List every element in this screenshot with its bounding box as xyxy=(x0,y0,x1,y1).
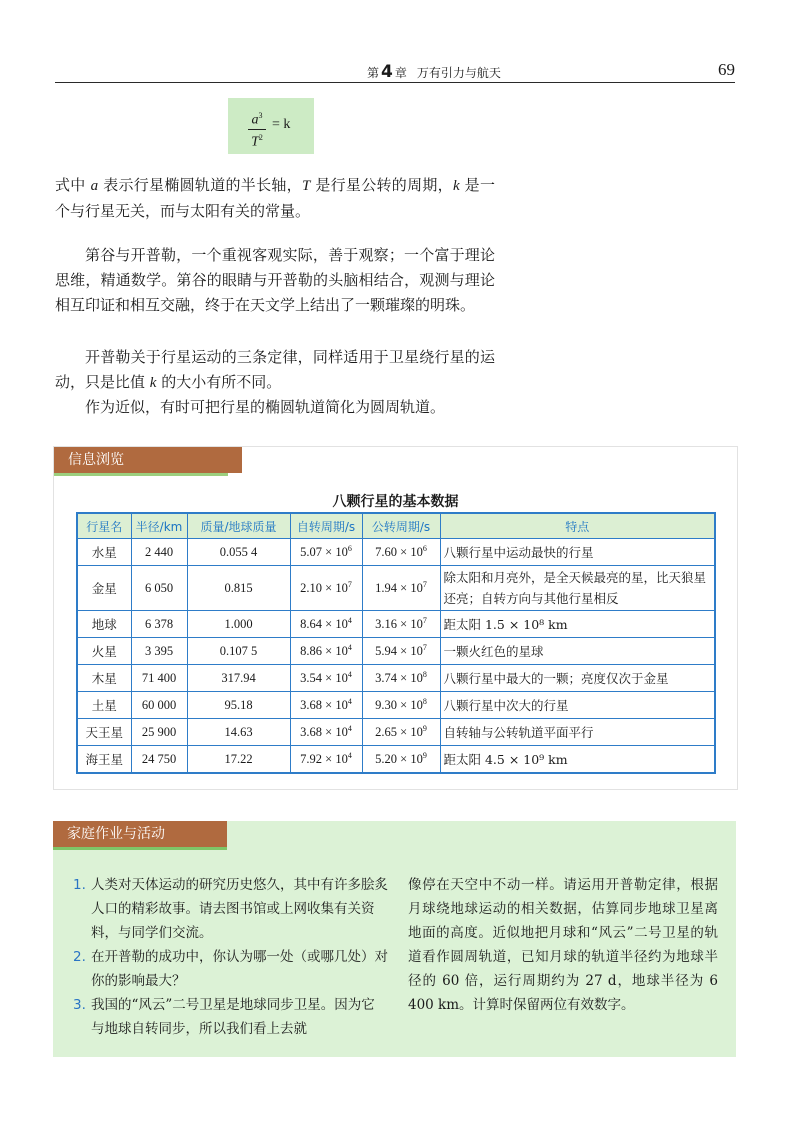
item-text: 在开普勒的成功中，你认为哪一处（或哪几处）对你的影响最大？ xyxy=(91,949,388,989)
planet-feature: 自转轴与公转轨道平面平行 xyxy=(440,719,715,746)
planet-mass: 17.22 xyxy=(187,746,290,774)
table-header-row xyxy=(77,513,715,539)
tab-underline xyxy=(54,473,228,476)
formula-rhs: = k xyxy=(272,117,291,132)
info-browse-tab: 信息浏览 xyxy=(54,447,242,473)
table-row xyxy=(77,746,715,774)
planet-name: 金星 xyxy=(77,566,131,611)
item-text: 我国的“风云”二号卫星是地球同步卫星。因为它与地球自转同步，所以我们看上去就 xyxy=(91,997,375,1037)
planet-name: 水星 xyxy=(77,539,131,566)
planet-feature: 八颗行星中次大的行星 xyxy=(440,692,715,719)
table-title: 八颗行星的基本数据 xyxy=(332,494,459,510)
table-row xyxy=(77,539,715,566)
item-number: 3. xyxy=(73,997,86,1013)
revolution-period: $3.74 \times 10^8$ xyxy=(362,665,440,692)
chapter-heading xyxy=(367,62,501,82)
planet-mass: 0.107 5 xyxy=(187,638,290,665)
planet-feature: 距太阳 1.5 × 10⁸ km xyxy=(440,611,715,638)
revolution-period: $2.65 \times 10^9$ xyxy=(362,719,440,746)
homework-item xyxy=(73,945,388,993)
planet-radius: 2 440 xyxy=(131,539,187,566)
revolution-period: $1.94 \times 10^7$ xyxy=(362,566,440,611)
planet-feature: 除太阳和月亮外，是全天候最亮的星，比天狼星还亮；自转方向与其他行星相反 xyxy=(440,566,715,611)
item-number: 1. xyxy=(73,877,86,893)
paragraph-kepler-laws: 开普勒关于行星运动的三条定律，同样适用于卫星绕行星的运动，只是比值 k 的大小有所不同。 xyxy=(55,348,495,391)
column-header: 半径/km xyxy=(131,513,187,539)
planet-name: 地球 xyxy=(77,611,131,638)
homework-item-continuation: 像停在天空中不动一样。请运用开普勒定律，根据月球绕地球运动的相关数据，估算同步地球卫星离地面的高度。近似地把月球和“风云”二号卫星的轨道看作圆周轨道，已知月球的轨道半径约为地球半径的 60 倍，运行周期约为 27 d，地球半径为 6 400 km。计算时保留两位有效数字。 xyxy=(408,877,718,1013)
rotation-period: $3.68 \times 10^4$ xyxy=(290,719,362,746)
revolution-period: $3.16 \times 10^7$ xyxy=(362,611,440,638)
item-text: 人类对天体运动的研究历史悠久，其中有许多脍炙人口的精彩故事。请去图书馆或上网收集有关资料，与同学们交流。 xyxy=(91,877,388,941)
planet-name: 天王星 xyxy=(77,719,131,746)
planet-radius: 6 050 xyxy=(131,566,187,611)
homework-item xyxy=(73,993,388,1041)
column-header: 特点 xyxy=(440,513,715,539)
formula-denominator: $T^2$ xyxy=(251,132,263,150)
planet-radius: 6 378 xyxy=(131,611,187,638)
formula-explanation: 式中 a 表示行星椭圆轨道的半长轴，T 是行星公转的周期，k 是一个与行星无关，而与太阳有关的常量。 xyxy=(55,176,495,220)
page-number: 69 xyxy=(718,60,735,79)
chapter-prefix: 第 xyxy=(367,66,380,80)
planet-mass: 317.94 xyxy=(187,665,290,692)
planet-mass: 1.000 xyxy=(187,611,290,638)
rotation-period: $5.07 \times 10^6$ xyxy=(290,539,362,566)
table-row xyxy=(77,692,715,719)
planet-radius: 24 750 xyxy=(131,746,187,774)
rotation-period: $3.54 \times 10^4$ xyxy=(290,665,362,692)
item-number: 2. xyxy=(73,949,86,965)
tab-underline xyxy=(53,847,227,850)
column-header: 行星名 xyxy=(77,513,131,539)
planet-mass: 0.055 4 xyxy=(187,539,290,566)
planet-feature: 八颗行星中运动最快的行星 xyxy=(440,539,715,566)
column-header: 质量/地球质量 xyxy=(187,513,290,539)
planet-name: 海王星 xyxy=(77,746,131,774)
revolution-period: $7.60 \times 10^6$ xyxy=(362,539,440,566)
rotation-period: $8.64 \times 10^4$ xyxy=(290,611,362,638)
rotation-period: $8.86 \times 10^4$ xyxy=(290,638,362,665)
homework-list xyxy=(73,873,388,1041)
column-header: 公转周期/s xyxy=(362,513,440,539)
table-row xyxy=(77,719,715,746)
revolution-period: $5.20 \times 10^9$ xyxy=(362,746,440,774)
planet-radius: 3 395 xyxy=(131,638,187,665)
rotation-period: $7.92 \times 10^4$ xyxy=(290,746,362,774)
formula-fraction xyxy=(248,108,266,150)
planet-mass: 14.63 xyxy=(187,719,290,746)
formula-numerator: $a^3$ xyxy=(248,108,266,130)
planet-mass: 95.18 xyxy=(187,692,290,719)
planet-feature: 八颗行星中最大的一颗；亮度仅次于金星 xyxy=(440,665,715,692)
homework-tab: 家庭作业与活动 xyxy=(53,821,227,847)
table-row xyxy=(77,566,715,611)
planet-name: 木星 xyxy=(77,665,131,692)
revolution-period: $5.94 \times 10^7$ xyxy=(362,638,440,665)
table-row xyxy=(77,611,715,638)
rotation-period: $2.10 \times 10^7$ xyxy=(290,566,362,611)
paragraph-tycho-kepler: 第谷与开普勒，一个重视客观实际，善于观察；一个富于理论思维，精通数学。第谷的眼睛与开普勒的头脑相结合，观测与理论相互印证和相互交融，终于在天文学上结出了一颗璀璨的明珠。 xyxy=(55,246,495,314)
chapter-title: 万有引力与航天 xyxy=(416,66,501,80)
planet-radius: 25 900 xyxy=(131,719,187,746)
page-header xyxy=(55,60,735,83)
revolution-period: $9.30 \times 10^8$ xyxy=(362,692,440,719)
planet-feature: 距太阳 4.5 × 10⁹ km xyxy=(440,746,715,774)
chapter-suffix: 章 xyxy=(394,66,407,80)
kepler-formula-box xyxy=(228,98,314,154)
table-row xyxy=(77,638,715,665)
planet-feature: 一颗火红色的星球 xyxy=(440,638,715,665)
planet-data-table xyxy=(76,512,716,774)
rotation-period: $3.68 \times 10^4$ xyxy=(290,692,362,719)
planet-radius: 71 400 xyxy=(131,665,187,692)
planet-mass: 0.815 xyxy=(187,566,290,611)
planet-radius: 60 000 xyxy=(131,692,187,719)
homework-box xyxy=(53,821,736,1057)
info-browse-box xyxy=(53,446,738,790)
planet-name: 火星 xyxy=(77,638,131,665)
planet-name: 土星 xyxy=(77,692,131,719)
homework-item xyxy=(73,873,388,945)
table-row xyxy=(77,665,715,692)
column-header: 自转周期/s xyxy=(290,513,362,539)
chapter-number: 4 xyxy=(381,62,393,82)
paragraph-approximation: 作为近似，有时可把行星的椭圆轨道简化为圆周轨道。 xyxy=(85,398,446,416)
